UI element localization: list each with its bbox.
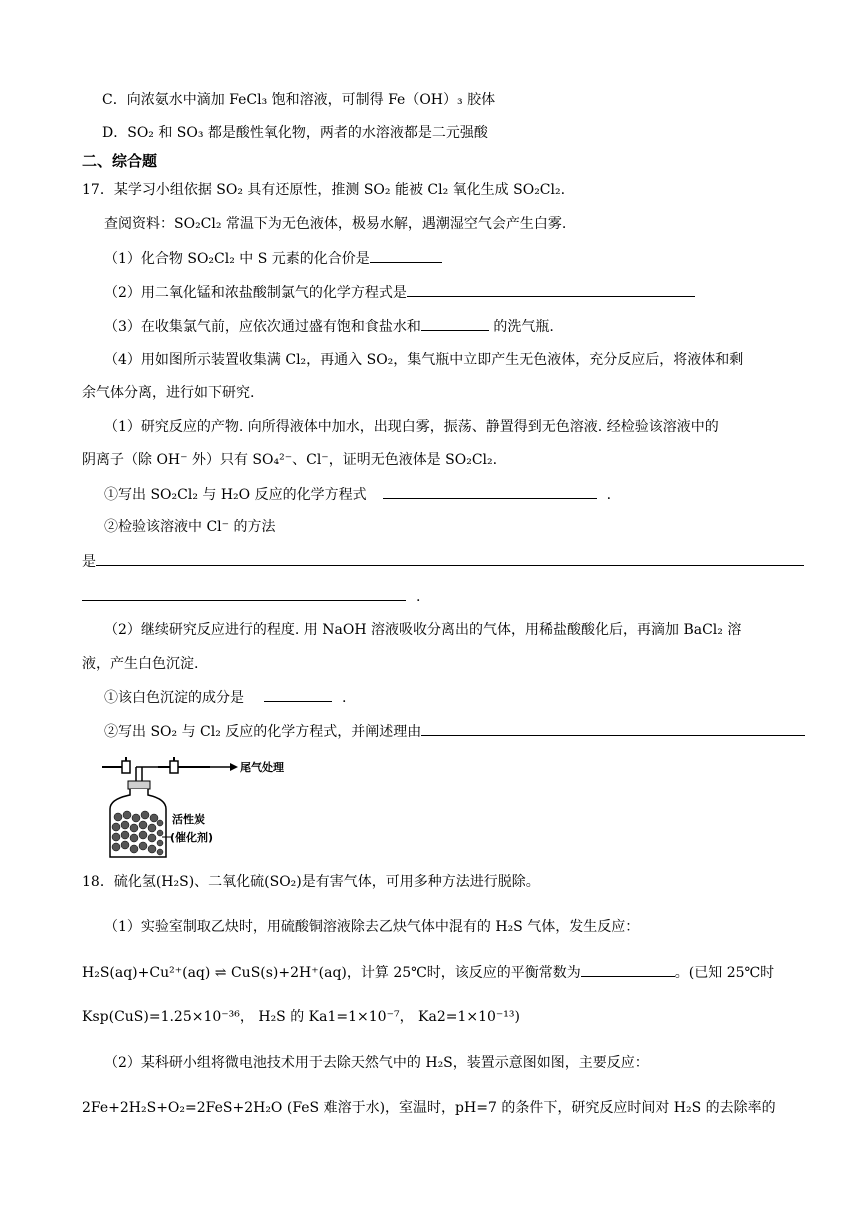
q17-part2 <box>104 282 695 303</box>
research1-item2-answer-line2 <box>82 586 420 607</box>
research1-item2: ②检验该溶液中 Cl⁻ 的方法 <box>104 519 276 535</box>
answer-blank[interactable] <box>581 962 675 977</box>
q18-equation-tail: 。(已知 25℃时 <box>674 965 775 981</box>
answer-blank[interactable] <box>421 316 489 331</box>
q17-part4-line1: （4）用如图所示装置收集满 Cl₂，再通入 SO₂，集气瓶中立即产生无色液体，充分反应后，将液体和剩 <box>104 352 744 368</box>
answer-blank[interactable] <box>407 282 695 297</box>
q18-equation <box>82 962 774 983</box>
period: . <box>606 487 612 503</box>
research1-item2-answer <box>82 551 804 572</box>
answer-blank[interactable] <box>96 551 804 566</box>
answer-blank[interactable] <box>264 687 332 702</box>
period: . <box>342 690 347 706</box>
q17-part3-tail: 的洗气瓶. <box>488 319 554 335</box>
q18-part1: （1）实验室制取乙炔时，用硫酸铜溶液除去乙炔气体中混有的 H₂S 气体，发生反应： <box>104 919 640 935</box>
section-heading: 二、综合题 <box>82 152 158 170</box>
research2-item1-text: ①该白色沉淀的成分是 <box>104 690 244 706</box>
answer-blank[interactable] <box>370 248 442 263</box>
q17-part1-text: （1）化合物 SO₂Cl₂ 中 S 元素的化合价是 <box>104 251 370 267</box>
research1-item1 <box>104 484 611 505</box>
question-18: 18．硫化氢(H₂S)、二氧化硫(SO₂)是有害气体，可用多种方法进行脱除。 <box>82 874 540 890</box>
q17-part4-line2: 余气体分离，进行如下研究. <box>82 385 255 401</box>
carbon-label: 活性炭 <box>172 813 205 826</box>
catalyst-label: (催化剂) <box>170 831 214 844</box>
q18-equation-text: H₂S(aq)+Cu²⁺(aq) ⇌ CuS(s)+2H⁺(aq)，计算 25℃时，该反应的平衡常数为 <box>82 965 581 981</box>
gas-bottle-diagram <box>100 757 284 860</box>
research1-line1: （1）研究反应的产物. 向所得液体中加水，出现白雾，振荡、静置得到无色溶液. 经检验该溶液中的 <box>104 419 719 435</box>
option-d: D．SO₂ 和 SO₃ 都是酸性氧化物，两者的水溶液都是二元强酸 <box>102 125 488 141</box>
answer-blank[interactable] <box>421 721 805 736</box>
option-c: C．向浓氨水中滴加 FeCl₃ 饱和溶液，可制得 Fe（OH）₃ 胶体 <box>102 92 496 108</box>
q18-part2-line2: 2Fe+2H₂S+O₂=2FeS+2H₂O (FeS 难溶于水)，室温时，pH=7 的条件下，研究反应时间对 H₂S 的去除率的 <box>82 1100 776 1116</box>
question-17: 17．某学习小组依据 SO₂ 具有还原性，推测 SO₂ 能被 Cl₂ 氧化生成 SO₂Cl₂. <box>82 182 566 198</box>
research1-line2: 阴离子（除 OH⁻ 外）只有 SO₄²⁻、Cl⁻，证明无色液体是 SO₂Cl₂. <box>82 452 498 468</box>
exhaust-label: 尾气处理 <box>240 761 284 774</box>
research2-line1: （2）继续研究反应进行的程度. 用 NaOH 溶液吸收分离出的气体，用稀盐酸酸化后，再滴加 BaCl₂ 溶 <box>104 622 742 638</box>
q17-part1 <box>104 248 442 269</box>
research1-item2-prefix: 是 <box>82 554 96 570</box>
q17-info: 查阅资料：SO₂Cl₂ 常温下为无色液体，极易水解，遇潮湿空气会产生白雾. <box>104 216 567 232</box>
q18-constants: Ksp(CuS)=1.25×10⁻³⁶， H₂S 的 Ka1=1×10⁻⁷， Ka2=1×10⁻¹³) <box>82 1009 520 1025</box>
q17-part3-text: （3）在收集氯气前，应依次通过盛有饱和食盐水和 <box>104 319 421 335</box>
q17-part3 <box>104 316 554 337</box>
period: . <box>416 589 421 605</box>
research1-item1-text: ①写出 SO₂Cl₂ 与 H₂O 反应的化学方程式 <box>104 487 367 503</box>
research2-item1 <box>104 687 346 708</box>
answer-blank[interactable] <box>383 484 597 499</box>
apparatus-figure <box>100 757 284 860</box>
q17-part2-text: （2）用二氧化锰和浓盐酸制氯气的化学方程式是 <box>104 285 407 301</box>
answer-blank[interactable] <box>82 586 406 601</box>
research2-item2 <box>104 721 805 742</box>
research2-line2: 液，产生白色沉淀. <box>82 656 199 672</box>
research2-item2-text: ②写出 SO₂ 与 Cl₂ 反应的化学方程式，并阐述理由 <box>104 724 422 740</box>
q18-part2: （2）某科研小组将微电池技术用于去除天然气中的 H₂S，装置示意图如图，主要反应： <box>104 1055 649 1071</box>
